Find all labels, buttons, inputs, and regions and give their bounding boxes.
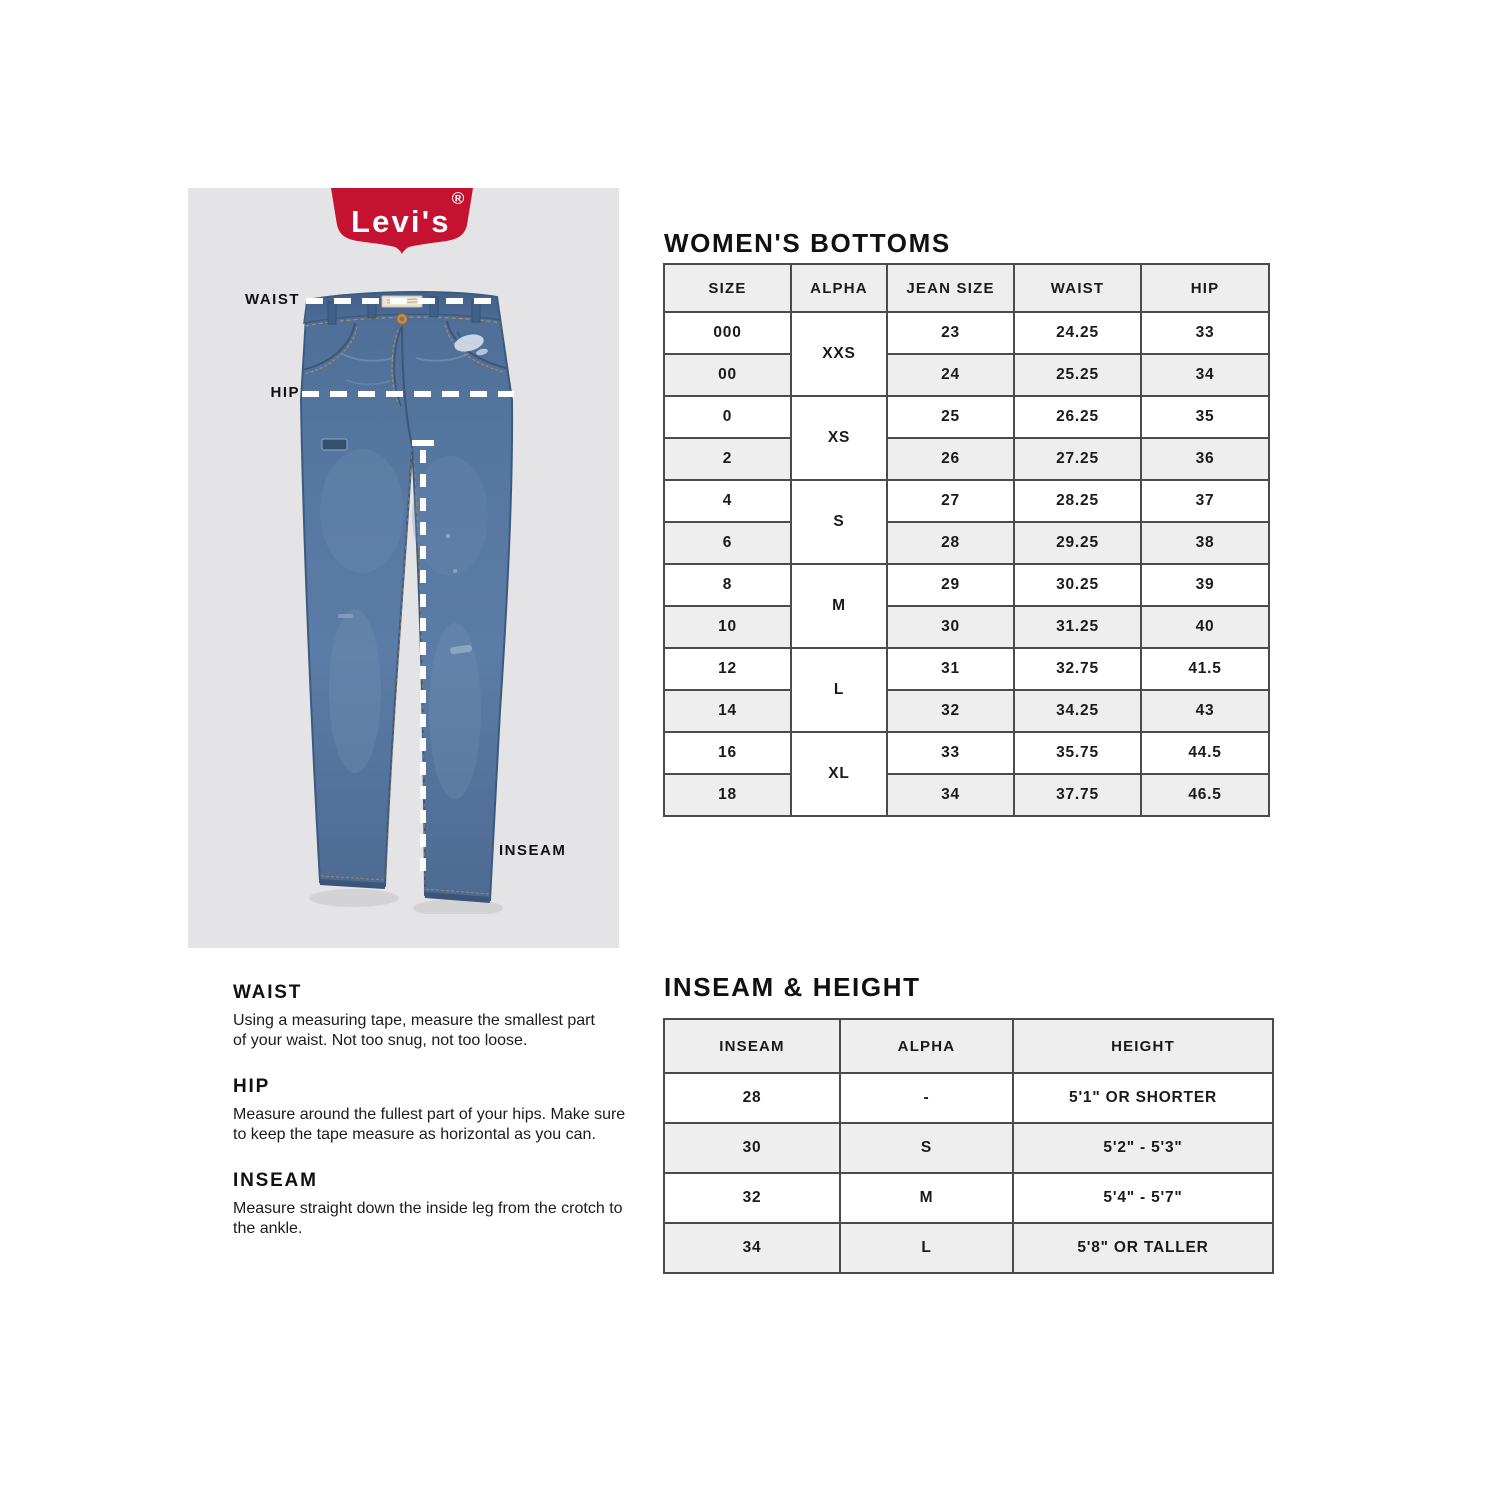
header-height: HEIGHT [1013,1019,1273,1073]
hip-cell: 34 [1141,354,1269,396]
jean-size-cell: 26 [887,438,1014,480]
inseam-cell: 34 [664,1223,840,1273]
waist-cell: 28.25 [1014,480,1141,522]
hip-annotation-label: HIP [270,384,300,401]
jeans-body [301,292,512,900]
alpha-cell: M [840,1173,1013,1223]
guide-inseam-text-line2: the ankle. [233,1220,303,1237]
waist-cell: 34.25 [1014,690,1141,732]
size-cell: 16 [664,732,791,774]
size-cell: 2 [664,438,791,480]
waist-cell: 37.75 [1014,774,1141,816]
hip-cell: 40 [1141,606,1269,648]
header-alpha: ALPHA [840,1019,1013,1073]
table-header-row [664,264,1269,312]
waist-cell: 26.25 [1014,396,1141,438]
alpha-cell: XL [791,732,887,816]
table-row [664,1073,1273,1123]
guide-hip-text-line1: Measure around the fullest part of your hips. Make sure [233,1106,626,1123]
size-cell: 4 [664,480,791,522]
jean-size-cell: 27 [887,480,1014,522]
hip-cell: 39 [1141,564,1269,606]
hip-cell: 35 [1141,396,1269,438]
table-row [664,312,1269,354]
waist-cell: 35.75 [1014,732,1141,774]
hip-cell: 41.5 [1141,648,1269,690]
hip-measure-line [302,391,514,397]
size-cell: 0 [664,396,791,438]
jean-size-cell: 25 [887,396,1014,438]
table-row [664,774,1269,816]
table-row [664,396,1269,438]
header-hip: HIP [1141,264,1269,312]
size-cell: 18 [664,774,791,816]
size-cell: 12 [664,648,791,690]
waist-measure-line [306,298,502,304]
table-header-row [664,1019,1273,1073]
size-cell: 6 [664,522,791,564]
jean-size-cell: 34 [887,774,1014,816]
table-row [664,438,1269,480]
guide-section-hip [233,1076,683,1145]
table-row [664,732,1269,774]
alpha-cell: XXS [791,312,887,396]
size-cell: 14 [664,690,791,732]
guide-section-inseam [233,1170,683,1239]
jean-size-cell: 32 [887,690,1014,732]
table-row [664,564,1269,606]
inseam-cell: 28 [664,1073,840,1123]
hip-cell: 44.5 [1141,732,1269,774]
inseam-height-table [663,1018,1274,1274]
womens-bottoms-table [663,263,1270,817]
size-cell: 8 [664,564,791,606]
womens-bottoms-title: WOMEN'S BOTTOMS [664,228,951,258]
jean-size-cell: 30 [887,606,1014,648]
jeans-image [298,286,516,914]
hip-cell: 43 [1141,690,1269,732]
guide-inseam-text-line1: Measure straight down the inside leg from the crotch to [233,1200,623,1217]
height-cell: 5'1" OR SHORTER [1013,1073,1273,1123]
hip-cell: 38 [1141,522,1269,564]
waist-cell: 31.25 [1014,606,1141,648]
guide-waist-text-line1: Using a measuring tape, measure the smallest part [233,1012,595,1029]
table-row [664,1173,1273,1223]
levis-wordmark: Levi's [351,204,449,239]
jean-size-cell: 29 [887,564,1014,606]
header-waist: WAIST [1014,264,1141,312]
hip-cell: 37 [1141,480,1269,522]
waist-cell: 30.25 [1014,564,1141,606]
header-jean-size: JEAN SIZE [887,264,1014,312]
waist-cell: 29.25 [1014,522,1141,564]
jean-size-cell: 23 [887,312,1014,354]
jean-size-cell: 31 [887,648,1014,690]
guide-hip-heading: HIP [233,1076,271,1097]
inseam-cell: 32 [664,1173,840,1223]
guide-inseam-heading: INSEAM [233,1170,318,1191]
table-row [664,1223,1273,1273]
table-row [664,354,1269,396]
jean-size-cell: 28 [887,522,1014,564]
table-row [664,522,1269,564]
height-cell: 5'2" - 5'3" [1013,1123,1273,1173]
height-cell: 5'8" OR TALLER [1013,1223,1273,1273]
hip-cell: 33 [1141,312,1269,354]
size-cell: 000 [664,312,791,354]
levis-logo [327,185,477,257]
hip-cell: 36 [1141,438,1269,480]
waist-cell: 27.25 [1014,438,1141,480]
alpha-cell: S [840,1123,1013,1173]
inseam-annotation-label: INSEAM [499,842,567,859]
jean-size-cell: 24 [887,354,1014,396]
size-cell: 00 [664,354,791,396]
guide-waist-text-line2: of your waist. Not too snug, not too loose. [233,1032,528,1049]
inseam-height-title: INSEAM & HEIGHT [664,972,921,1002]
measuring-guide [233,982,683,1264]
registered-trademark-symbol: ® [451,189,465,208]
guide-hip-text-line2: to keep the tape measure as horizontal as you can. [233,1126,596,1143]
size-cell: 10 [664,606,791,648]
table-row [664,1123,1273,1173]
header-inseam: INSEAM [664,1019,840,1073]
header-alpha: ALPHA [791,264,887,312]
jeans-photo-panel [188,188,619,948]
alpha-cell: L [791,648,887,732]
table-row [664,648,1269,690]
belt-loop [328,302,336,324]
guide-waist-heading: WAIST [233,982,303,1003]
waist-annotation-label: WAIST [245,291,300,308]
inseam-measure-line-cap [412,440,434,446]
height-cell: 5'4" - 5'7" [1013,1173,1273,1223]
table-row [664,480,1269,522]
jean-size-cell: 33 [887,732,1014,774]
hip-cell: 46.5 [1141,774,1269,816]
header-size: SIZE [664,264,791,312]
alpha-cell: M [791,564,887,648]
waist-cell: 24.25 [1014,312,1141,354]
distress-patch [322,439,347,450]
alpha-cell: S [791,480,887,564]
alpha-cell: - [840,1073,1013,1123]
guide-section-waist [233,982,683,1051]
table-row [664,690,1269,732]
table-row [664,606,1269,648]
alpha-cell: XS [791,396,887,480]
inseam-measure-line [420,450,426,878]
inseam-cell: 30 [664,1123,840,1173]
waist-cell: 32.75 [1014,648,1141,690]
waist-cell: 25.25 [1014,354,1141,396]
alpha-cell: L [840,1223,1013,1273]
